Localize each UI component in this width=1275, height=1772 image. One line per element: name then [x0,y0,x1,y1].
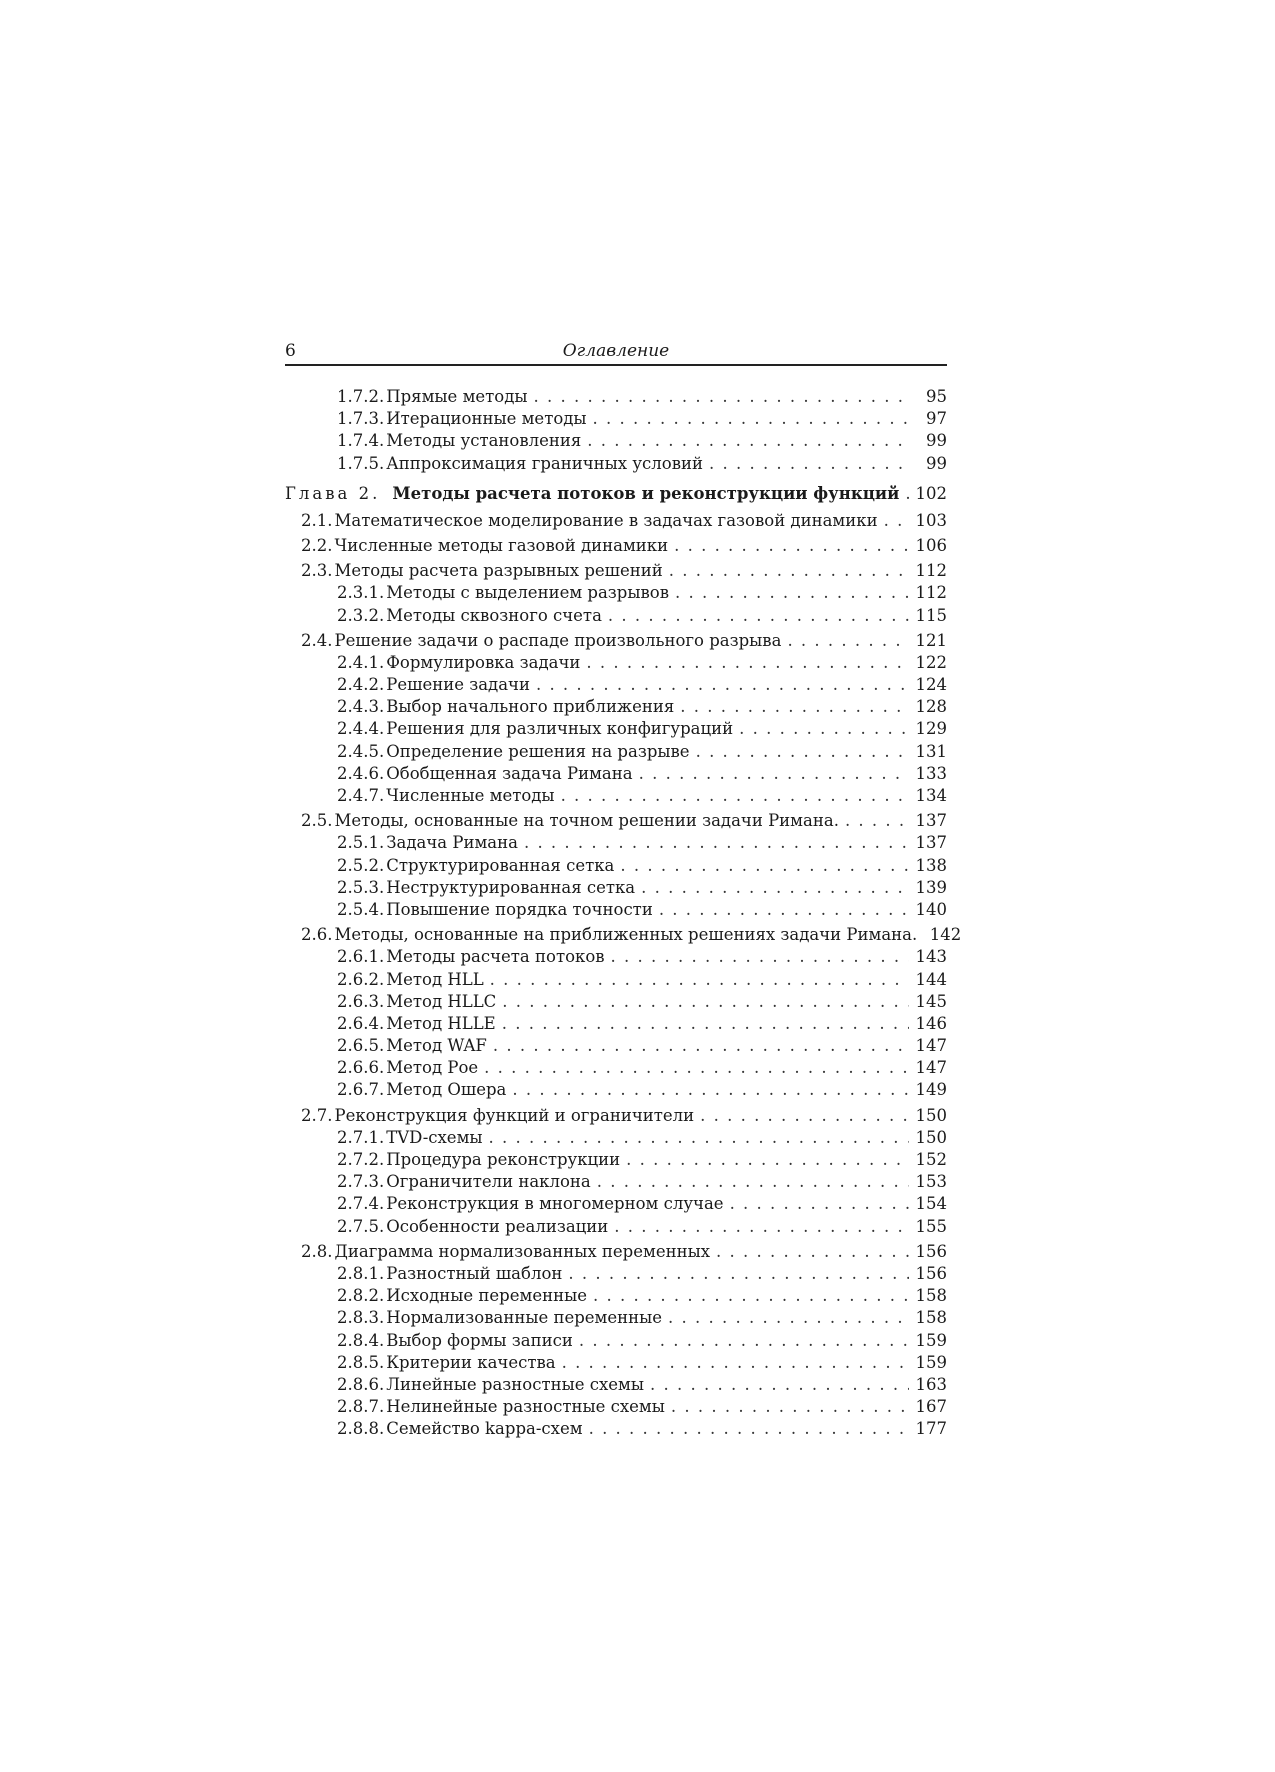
leader-dots [587,430,909,452]
entry-number: 2.8.4. [337,1330,385,1350]
entry-page: 158 [915,1308,947,1328]
entry-page: 150 [915,1127,947,1147]
leader-dots [845,810,909,832]
entry-page: 163 [915,1374,947,1394]
entry-page: 147 [915,1058,947,1078]
page-number: 6 [285,341,296,361]
toc-subsection-entry[interactable] [285,1307,947,1329]
entry-number: 1.7.5. [337,453,385,473]
toc-subsection-entry[interactable] [285,1263,947,1285]
chapter-label: Глава 2. [285,483,381,503]
leader-dots [709,453,909,475]
toc-subsection-entry[interactable] [285,1216,947,1238]
entry-number: 2.7.1. [337,1127,385,1147]
entry-page: 156 [915,1241,947,1261]
toc-subsection-entry[interactable] [285,1171,947,1193]
toc-section-entry[interactable] [285,924,962,946]
entry-page: 138 [915,855,947,875]
entry-page: 159 [915,1330,947,1350]
leader-dots [905,483,909,505]
entry-number: 2.6.2. [337,969,385,989]
leader-dots [536,674,909,696]
toc-chapter-entry[interactable] [285,483,947,507]
entry-number: 2.7.4. [337,1194,385,1214]
entry-title: Разностный шаблон [386,1263,563,1283]
entry-title: Методы установления [386,431,582,451]
entry-page: 124 [915,675,947,695]
toc-section-entry[interactable] [285,810,947,832]
entry-page: 177 [915,1419,947,1439]
entry-page: 155 [915,1216,947,1236]
leader-dots [568,1263,909,1285]
leader-dots [502,1013,909,1035]
entry-number: 2.6.4. [337,1013,385,1033]
entry-number: 2.4.3. [337,697,385,717]
leader-dots [669,560,909,582]
entry-number: 2.7.3. [337,1172,385,1192]
toc-subsection-entry[interactable] [285,1285,947,1307]
chapter-page: 102 [915,483,947,503]
toc-subsection-entry[interactable] [285,763,947,785]
toc-subsection-entry[interactable] [285,1057,947,1079]
entry-number: 2.5.3. [337,877,385,897]
toc-subsection-entry[interactable] [285,605,947,627]
toc-sections [285,510,962,1441]
entry-page: 144 [915,969,947,989]
toc-subsection-entry[interactable] [285,1352,947,1374]
entry-number: 2.5.4. [337,899,385,919]
toc-subsection-entry[interactable] [285,1035,947,1057]
leader-dots [579,1330,909,1352]
leader-dots [502,991,909,1013]
entry-title: Семейство kappa-схем [386,1419,583,1439]
entry-number: 2.4.4. [337,719,385,739]
entry-page: 154 [915,1194,947,1214]
entry-page: 152 [915,1150,947,1169]
leader-dots [716,1241,909,1263]
entry-page: 153 [915,1172,947,1192]
entry-title: Диаграмма нормализованных переменных [334,1241,711,1261]
running-header [285,338,947,366]
leader-dots [524,832,909,854]
entry-title: Решение задачи о распаде произвольного разрыва [334,630,782,650]
entry-number: 2.5.2. [337,855,385,875]
entry-number: 2.4.2. [337,675,385,695]
entry-number: 2.8.2. [337,1286,385,1306]
leader-dots [671,1396,909,1418]
entry-title: Исходные переменные [386,1286,587,1306]
toc-section-entry[interactable] [285,1241,947,1263]
entry-title: Метод WAF [386,1036,487,1056]
entry-number: 1.7.2. [337,387,385,406]
entry-title: Формулировка задачи [386,652,581,672]
leader-dots [650,1374,909,1396]
entry-number: 2.8.5. [337,1352,385,1372]
entry-number: 2.8.1. [337,1263,385,1283]
toc-section-entry[interactable] [285,535,947,557]
entry-number: 2.4.7. [337,786,385,805]
entry-number: 2.6. [301,925,333,945]
entry-title: Метод HLLC [386,991,497,1011]
toc-subsection-entry[interactable] [285,453,947,475]
entry-page: 150 [915,1105,947,1125]
leader-dots [639,763,909,785]
entry-page: 158 [915,1286,947,1306]
toc-subsection-entry[interactable] [285,969,947,991]
entry-title: Численные методы газовой динамики [334,535,669,555]
toc-subsection-entry[interactable] [285,696,947,718]
entry-page: 133 [915,763,947,783]
entry-number: 2.4.6. [337,763,385,783]
entry-title: Метод HLL [386,969,484,989]
entry-title: Ограничители наклона [386,1172,591,1192]
toc-subsection-entry[interactable] [285,582,947,604]
entry-title: Методы сквозного счета [386,605,602,625]
toc-subsection-entry[interactable] [285,386,947,408]
table-of-contents [285,386,962,1440]
toc-section-entry[interactable] [285,1105,947,1127]
toc-subsection-entry[interactable] [285,1374,947,1396]
leader-dots [674,535,909,557]
entry-page: 129 [915,719,947,739]
entry-number: 2.3.1. [337,583,385,603]
toc-subsection-entry[interactable] [285,430,947,452]
toc-subsection-entry[interactable] [285,718,947,740]
toc-subsection-entry[interactable] [285,1149,947,1171]
entry-title: Неструктурированная сетка [386,877,636,897]
entry-title: Математическое моделирование в задачах газовой динамики [334,510,878,530]
leader-dots [489,1127,909,1149]
entry-title: Метод HLLE [386,1013,496,1033]
entry-title: Метод Рое [386,1058,479,1078]
leader-dots [680,696,909,718]
toc-subsection-entry[interactable] [285,832,947,854]
entry-number: 2.2. [301,535,333,555]
toc-subsection-entry[interactable] [285,408,947,430]
toc-subsection-entry[interactable] [285,899,947,921]
toc-subsection-entry[interactable] [285,741,947,763]
leader-dots [620,855,909,877]
entry-page: 156 [915,1263,947,1283]
leader-dots [614,1216,909,1238]
entry-number: 2.7. [301,1105,333,1125]
entry-page: 137 [915,833,947,853]
entry-page: 99 [926,431,947,451]
toc-subsection-entry[interactable] [285,1013,947,1035]
entry-page: 115 [915,605,947,625]
leader-dots [593,408,909,430]
entry-number: 2.8.6. [337,1374,385,1394]
entry-title: Численные методы [386,786,555,805]
leader-dots [787,630,909,652]
entry-title: Итерационные методы [386,409,587,429]
entry-page: 167 [915,1397,947,1417]
leader-dots [597,1171,909,1193]
entry-number: 1.7.3. [337,409,385,429]
entry-title: Методы, основанные на приближенных решениях задачи Римана. [334,925,918,945]
toc-section-entry[interactable] [285,560,947,582]
leader-dots [641,877,909,899]
entry-page: 112 [915,561,947,581]
entry-number: 2.7.5. [337,1216,385,1236]
entry-page: 121 [915,630,947,650]
leader-dots [512,1079,909,1101]
entry-title: TVD-схемы [386,1127,483,1147]
toc-subsection-entry[interactable] [285,1396,947,1418]
entry-title: Методы, основанные на точном решении задачи Римана. [334,811,839,831]
leader-dots [696,741,909,763]
toc-section-entry[interactable] [285,510,947,532]
page [285,338,962,1440]
entry-page: 131 [915,741,947,761]
entry-title: Нормализованные переменные [386,1308,663,1328]
leader-dots [490,969,909,991]
toc-section-entry[interactable] [285,630,947,652]
entry-number: 2.6.5. [337,1036,385,1056]
entry-title: Реконструкция функций и ограничители [334,1105,695,1125]
entry-page: 146 [915,1013,947,1033]
toc-subsection-entry[interactable] [285,991,947,1013]
entry-title: Методы расчета потоков [386,947,605,967]
leader-dots [608,605,909,627]
leader-dots [611,946,909,968]
leader-dots [700,1105,909,1127]
leader-dots [730,1193,909,1215]
entry-page: 99 [926,453,947,473]
entry-number: 2.6.3. [337,991,385,1011]
running-title: Оглавление [562,341,670,361]
entry-title: Нелинейные разностные схемы [386,1397,665,1417]
entry-number: 2.1. [301,510,333,530]
entry-title: Прямые методы [386,387,528,406]
entry-number: 2.4.5. [337,741,385,761]
entry-number: 2.5.1. [337,833,385,853]
entry-page: 103 [915,510,947,530]
entry-page: 149 [915,1080,947,1100]
entry-page: 122 [915,652,947,672]
toc-subsection-entry[interactable] [285,785,947,807]
entry-page: 147 [915,1036,947,1056]
entry-title: Выбор начального приближения [386,697,675,717]
leader-dots [593,1285,909,1307]
toc-subsection-entry[interactable] [285,1418,947,1440]
entry-page: 128 [915,697,947,717]
entry-title: Решение задачи [386,675,530,695]
entry-number: 2.6.6. [337,1058,385,1078]
entry-title: Аппроксимация граничных условий [386,453,703,473]
chapter-title: Методы расчета потоков и реконструкции функций [392,483,900,503]
entry-title: Методы с выделением разрывов [386,583,670,603]
entry-page: 139 [915,877,947,897]
entry-page: 159 [915,1352,947,1372]
toc-subsection-entry[interactable] [285,877,947,899]
entry-title: Методы расчета разрывных решений [334,561,663,581]
toc-subsection-entry[interactable] [285,946,947,968]
entry-page: 145 [915,991,947,1011]
entry-page: 137 [915,811,947,831]
entry-page: 106 [915,535,947,555]
entry-number: 2.8.3. [337,1308,385,1328]
toc-subsection-entry[interactable] [285,652,947,674]
entry-title: Обобщенная задача Римана [386,763,633,783]
toc-subsection-entry[interactable] [285,1127,947,1149]
entry-number: 2.8.7. [337,1397,385,1417]
entry-page: 134 [915,786,947,805]
leader-dots [589,1418,909,1440]
entry-number: 2.7.2. [337,1150,385,1169]
leader-dots [586,652,909,674]
entry-title: Повышение порядка точности [386,899,653,919]
entry-number: 2.5. [301,811,333,831]
leader-dots [675,582,909,604]
entry-title: Критерии качества [386,1352,556,1372]
entry-page: 140 [915,899,947,919]
toc-subsection-entry[interactable] [285,1193,947,1215]
toc-subsection-entry[interactable] [285,1330,947,1352]
leader-dots [484,1057,909,1079]
leader-dots [884,510,909,532]
entry-page: 95 [926,387,947,406]
entry-page: 112 [915,583,947,603]
entry-number: 2.8. [301,1241,333,1261]
leader-dots [534,386,909,408]
entry-title: Метод Ошера [386,1080,507,1100]
entry-title: Процедура реконструкции [386,1150,621,1169]
entry-number: 2.4.1. [337,652,385,672]
entry-number: 2.3.2. [337,605,385,625]
entry-title: Структурированная сетка [386,855,615,875]
toc-subsection-entry[interactable] [285,1079,947,1101]
leader-dots [493,1035,909,1057]
entry-title: Линейные разностные схемы [386,1374,645,1394]
entry-title: Особенности реализации [386,1216,609,1236]
toc-subsection-entry[interactable] [285,674,947,696]
entry-title: Реконструкция в многомерном случае [386,1194,724,1214]
entry-page: 143 [915,947,947,967]
toc-subsection-entry[interactable] [285,855,947,877]
toc-continued-entries [285,386,947,475]
entry-number: 2.4. [301,630,333,650]
entry-number: 1.7.4. [337,431,385,451]
leader-dots [626,1149,909,1171]
leader-dots [659,899,909,921]
entry-title: Решения для различных конфигураций [386,719,734,739]
entry-page: 97 [926,409,947,429]
entry-number: 2.6.1. [337,947,385,967]
leader-dots [562,1352,909,1374]
entry-page: 142 [929,925,962,945]
entry-number: 2.3. [301,561,333,581]
entry-number: 2.6.7. [337,1080,385,1100]
entry-title: Задача Римана [386,833,518,853]
leader-dots [561,785,909,807]
entry-title: Выбор формы записи [386,1330,573,1350]
leader-dots [668,1307,909,1329]
entry-number: 2.8.8. [337,1419,385,1439]
leader-dots [739,718,909,740]
entry-title: Определение решения на разрыве [386,741,690,761]
